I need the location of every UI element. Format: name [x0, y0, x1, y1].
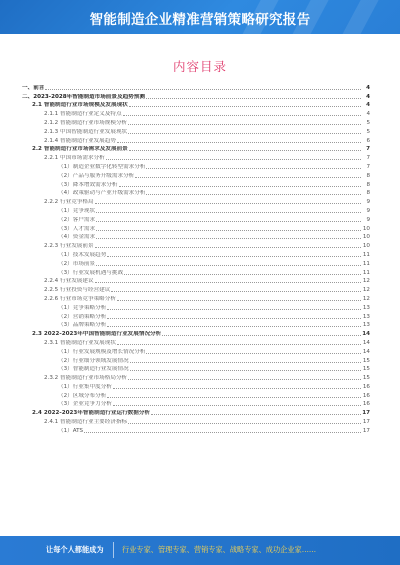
toc-entry[interactable] — [22, 364, 370, 373]
toc-leader-dots — [96, 230, 361, 231]
toc-entry-title: 2.1.2 智能制造行业市场规模分析 — [44, 119, 128, 126]
toc-leader-dots — [129, 106, 361, 107]
toc-leader-dots — [128, 379, 361, 380]
toc-entry-title: （2）产品与服务升级需求分析 — [58, 172, 135, 179]
footer-slogan: 让每个人都能成为 — [46, 545, 104, 554]
toc-entry[interactable] — [22, 100, 370, 109]
toc-entry-title: （1）ATS — [58, 427, 84, 434]
toc-entry-page: 15 — [362, 357, 370, 364]
toc-entry-title: 2.3.1 智能制造行业发展现状 — [44, 339, 116, 346]
toc-entry[interactable] — [22, 390, 370, 399]
toc-entry[interactable] — [22, 196, 370, 205]
toc-entry-page: 13 — [362, 313, 370, 320]
toc-entry-title: 2.2 智能制造行业市场需求及发展前景 — [32, 146, 128, 153]
toc-leader-dots — [128, 133, 361, 134]
toc-entry[interactable] — [22, 223, 370, 232]
toc-entry-page: 5 — [366, 119, 370, 126]
toc-entry-page: 13 — [362, 304, 370, 311]
toc-leader-dots — [107, 318, 361, 319]
toc-entry-title: 2.3.2 智能制造行业市场格局分析 — [44, 375, 128, 382]
toc-leader-dots — [128, 423, 361, 424]
toc-entry[interactable] — [22, 346, 370, 355]
toc-leader-dots — [135, 177, 361, 178]
toc-entry[interactable] — [22, 258, 370, 267]
toc-entry-page: 8 — [366, 181, 370, 188]
toc-entry-title: 2.3 2022-2023年中国智能制造行业发展情况分析 — [32, 331, 162, 338]
toc-leader-dots — [113, 388, 361, 389]
footer-divider — [113, 542, 114, 558]
toc-leader-dots — [84, 432, 361, 433]
toc-entry[interactable] — [22, 152, 370, 161]
toc-entry[interactable] — [22, 249, 370, 258]
toc-leader-dots — [95, 282, 361, 283]
toc-entry-title: （1）技术发展趋势 — [58, 251, 107, 258]
toc-leader-dots — [123, 115, 361, 116]
toc-entry-page: 16 — [362, 401, 370, 408]
toc-entry[interactable] — [22, 337, 370, 346]
toc-entry-title: 2.1.1 智能制造行业定义及特点 — [44, 111, 122, 118]
toc-entry-page: 4 — [366, 111, 370, 118]
toc-entry[interactable] — [22, 407, 370, 416]
toc-leader-dots — [107, 309, 361, 310]
toc-entry-title: 2.2.5 行业投资与经营建议 — [44, 287, 111, 294]
toc-leader-dots — [95, 247, 361, 248]
toc-entry[interactable] — [22, 311, 370, 320]
toc-entry[interactable] — [22, 205, 370, 214]
toc-entry[interactable] — [22, 82, 370, 91]
toc-entry[interactable] — [22, 126, 370, 135]
toc-entry[interactable] — [22, 320, 370, 329]
toc-entry-page: 11 — [362, 260, 370, 267]
toc-entry-title: （1）行业发展规模及增长情况分析 — [58, 348, 146, 355]
toc-entry-page: 11 — [362, 269, 370, 276]
toc-entry[interactable] — [22, 108, 370, 117]
toc-entry[interactable] — [22, 416, 370, 425]
toc-leader-dots — [45, 89, 361, 90]
toc-entry-page: 6 — [366, 137, 370, 144]
report-header — [0, 0, 400, 34]
table-of-contents — [22, 82, 370, 434]
toc-entry-page: 9 — [366, 207, 370, 214]
toc-leader-dots — [130, 362, 361, 363]
toc-entry[interactable] — [22, 117, 370, 126]
toc-entry-title: （3）人才需求 — [58, 225, 96, 232]
toc-entry-title: （4）政策驱动与产业升级需求分析 — [58, 190, 146, 197]
toc-entry-title: 2.1 智能制造行业市场规模及发展现状 — [32, 102, 128, 109]
toc-entry-page: 7 — [366, 146, 370, 153]
toc-entry-page: 12 — [362, 278, 370, 285]
toc-entry-page: 17 — [362, 419, 370, 426]
toc-leader-dots — [117, 142, 361, 143]
toc-entry-page: 9 — [366, 216, 370, 223]
toc-leader-dots — [107, 397, 361, 398]
toc-entry-page: 8 — [366, 172, 370, 179]
toc-entry-page: 8 — [366, 190, 370, 197]
toc-entry-title: （3）企业竞争力分析 — [58, 401, 112, 408]
toc-entry-title: （2）市场前景 — [58, 260, 96, 267]
toc-entry-page: 12 — [362, 295, 370, 302]
toc-entry[interactable] — [22, 161, 370, 170]
toc-leader-dots — [107, 326, 361, 327]
footer-banner — [0, 536, 400, 565]
toc-entry-page: 15 — [362, 375, 370, 382]
toc-entry[interactable] — [22, 267, 370, 276]
toc-entry-page: 10 — [362, 243, 370, 250]
toc-leader-dots — [96, 238, 361, 239]
toc-leader-dots — [107, 256, 361, 257]
toc-entry-title: 2.1.3 中国智能制造行业发展现状 — [44, 128, 128, 135]
toc-entry-page: 7 — [366, 155, 370, 162]
toc-entry-page: 14 — [362, 339, 370, 346]
toc-entry-title: （3）智能制造行业发展情况 — [58, 366, 129, 373]
toc-leader-dots — [96, 265, 361, 266]
toc-entry-page: 14 — [362, 331, 370, 338]
toc-entry[interactable] — [22, 240, 370, 249]
toc-leader-dots — [146, 353, 361, 354]
toc-title: 内容目录 — [172, 59, 227, 74]
toc-entry-title: （2）区域分布分析 — [58, 392, 107, 399]
toc-entry-title: 2.4 2022-2023年智能制造行业运行数据分析 — [32, 410, 151, 417]
toc-entry-page: 10 — [362, 225, 370, 232]
toc-entry[interactable] — [22, 179, 370, 188]
toc-entry-page: 14 — [362, 348, 370, 355]
toc-leader-dots — [124, 274, 361, 275]
toc-entry[interactable] — [22, 381, 370, 390]
toc-entry-title: 2.4.1 智能制造行业主要经济指标 — [44, 419, 128, 426]
toc-entry-page: 16 — [362, 392, 370, 399]
toc-entry[interactable] — [22, 355, 370, 364]
toc-entry[interactable] — [22, 399, 370, 408]
toc-entry-title: 2.2.4 行业发展建议 — [44, 278, 94, 285]
toc-leader-dots — [151, 414, 361, 415]
toc-entry[interactable] — [22, 328, 370, 337]
toc-entry[interactable] — [22, 302, 370, 311]
toc-entry-title: 一、前言 — [22, 84, 45, 91]
toc-entry-title: 2.2.6 行业市场竞争策略分析 — [44, 295, 116, 302]
toc-entry-title: 2.1.4 智能制造行业发展趋势 — [44, 137, 116, 144]
toc-leader-dots — [96, 221, 361, 222]
toc-entry-title: 2.2.3 行业发展前景 — [44, 243, 94, 250]
toc-entry-title: （3）降本增效需求分析 — [58, 181, 118, 188]
toc-entry-title: （2）客户需求 — [58, 216, 96, 223]
toc-leader-dots — [146, 194, 361, 195]
toc-entry-title: （1）竞争现状 — [58, 207, 96, 214]
toc-entry-page: 11 — [362, 251, 370, 258]
toc-entry[interactable] — [22, 188, 370, 197]
toc-entry-page: 7 — [366, 163, 370, 170]
toc-entry[interactable] — [22, 232, 370, 241]
toc-leader-dots — [128, 124, 361, 125]
toc-entry[interactable] — [22, 135, 370, 144]
toc-leader-dots — [96, 212, 361, 213]
toc-entry-page: 5 — [366, 128, 370, 135]
toc-entry[interactable] — [22, 214, 370, 223]
toc-entry-title: （1）制造企业数字化转型需求分析 — [58, 163, 146, 170]
toc-entry-page: 10 — [362, 234, 370, 241]
toc-leader-dots — [95, 203, 361, 204]
toc-entry[interactable] — [22, 170, 370, 179]
toc-leader-dots — [117, 300, 361, 301]
toc-entry-page: 15 — [362, 366, 370, 373]
report-title: 智能制造企业精准营销策略研究报告 — [89, 12, 311, 28]
footer-tagline: 行业专家、管理专家、营销专家、战略专家、成功企业家…… — [122, 545, 317, 554]
toc-entry-page: 17 — [362, 427, 370, 434]
toc-entry[interactable] — [22, 372, 370, 381]
toc-entry[interactable] — [22, 284, 370, 293]
toc-entry-title: （3）品牌策略分析 — [58, 322, 107, 329]
toc-entry-page: 4 — [366, 102, 370, 109]
toc-leader-dots — [129, 150, 361, 151]
toc-entry-page: 13 — [362, 322, 370, 329]
toc-leader-dots — [117, 344, 361, 345]
toc-leader-dots — [113, 405, 361, 406]
toc-leader-dots — [130, 370, 361, 371]
toc-entry[interactable] — [22, 293, 370, 302]
toc-entry-page: 4 — [366, 84, 370, 91]
toc-leader-dots — [119, 186, 362, 187]
toc-entry[interactable] — [22, 91, 370, 100]
toc-entry-page: 12 — [362, 287, 370, 294]
toc-entry-page: 17 — [362, 410, 370, 417]
toc-entry-title: （2）行业细分领域发展情况 — [58, 357, 129, 364]
toc-leader-dots — [106, 159, 361, 160]
toc-leader-dots — [146, 98, 361, 99]
toc-entry-title: 2.2.1 中国市场需求分析 — [44, 155, 105, 162]
toc-entry-title: 2.2.2 行业竞争格局 — [44, 199, 94, 206]
toc-entry[interactable] — [22, 425, 370, 434]
toc-leader-dots — [162, 335, 361, 336]
toc-entry-title: （3）行业发展机遇与挑战 — [58, 269, 124, 276]
toc-entry-title: 二、2023-2028年智能制造市场前景及趋势预测 — [22, 93, 145, 100]
toc-entry[interactable] — [22, 276, 370, 285]
toc-entry-page: 16 — [362, 383, 370, 390]
toc-entry-page: 9 — [366, 199, 370, 206]
toc-leader-dots — [111, 291, 361, 292]
toc-entry-title: （2）营销策略分析 — [58, 313, 107, 320]
toc-entry-title: （1）竞争策略分析 — [58, 304, 107, 311]
toc-leader-dots — [146, 168, 361, 169]
toc-entry-title: （1）行业集中度分析 — [58, 383, 112, 390]
toc-entry-page: 4 — [366, 93, 370, 100]
toc-entry-title: （4）资金需求 — [58, 234, 96, 241]
toc-entry[interactable] — [22, 144, 370, 153]
